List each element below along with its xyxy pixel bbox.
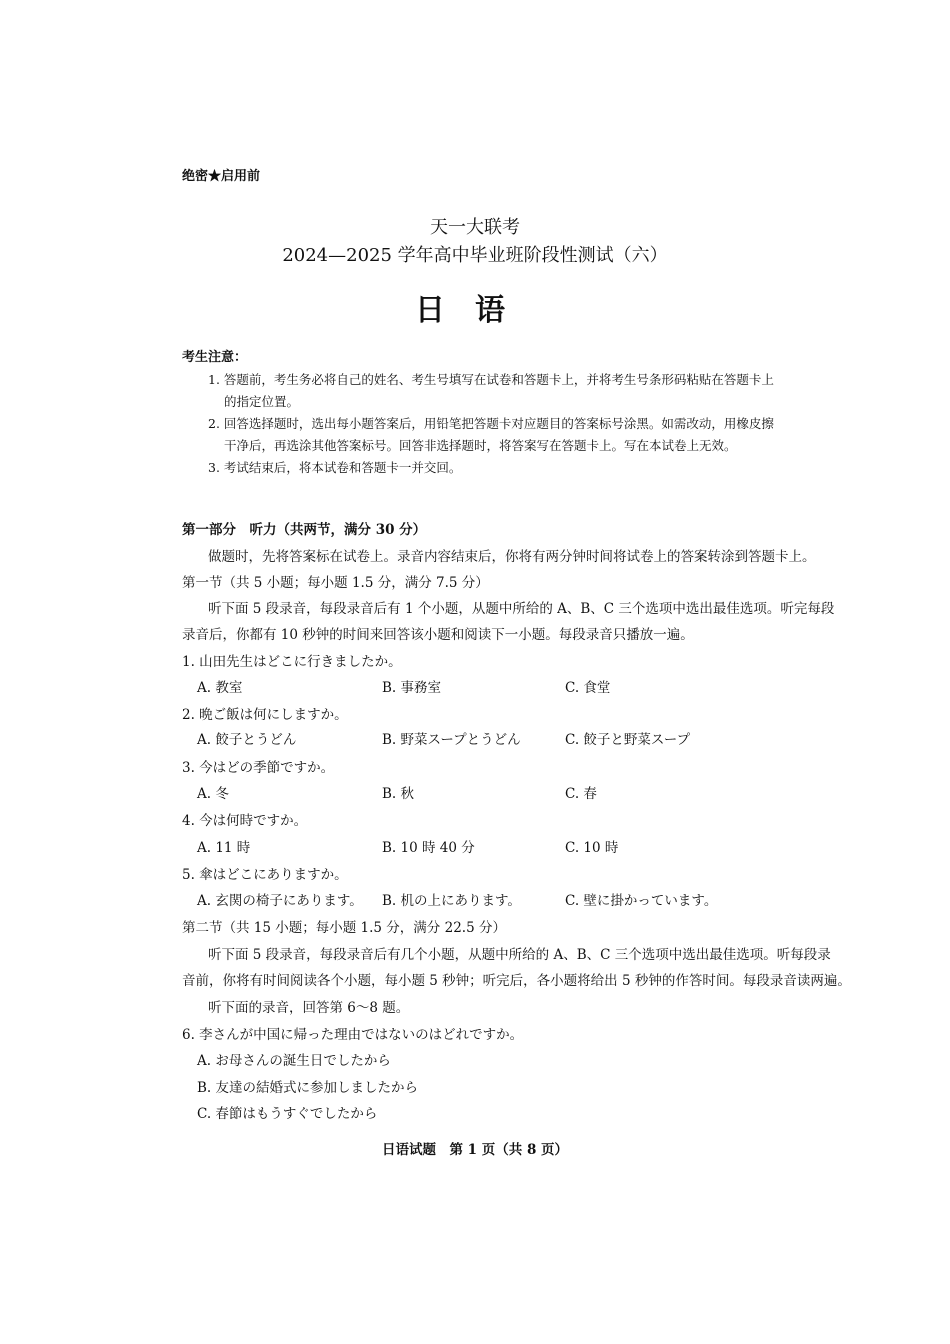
q1-option-a: A. 教室	[197, 680, 243, 696]
q5-option-c: C. 壁に掛かっています。	[565, 893, 718, 909]
part1-heading: 第一部分 听力（共两节，满分 30 分）	[182, 522, 427, 538]
section2-heading: 第二节（共 15 小题；每小题 1.5 分，满分 22.5 分）	[182, 920, 506, 936]
section1-instruction-cont: 录音后，你都有 10 秒钟的时间来回答该小题和阅读下一小题。每段录音只播放一遍。	[182, 627, 694, 643]
notice-heading: 考生注意：	[182, 350, 248, 365]
q6-option-b: B. 友達の結婚式に参加しましたから	[197, 1080, 419, 1096]
question-5: 5. 傘はどこにありますか。	[182, 867, 348, 883]
exam-organizer-title: 天一大联考	[430, 217, 520, 238]
q2-option-b: B. 野菜スープとうどん	[382, 732, 521, 748]
notice-line-5: 3. 考试结束后，将本试卷和答题卡一并交回。	[208, 460, 462, 475]
q5-option-b: B. 机の上にあります。	[382, 893, 521, 909]
part1-intro: 做题时，先将答案标在试卷上。录音内容结束后，你将有两分钟时间将试卷上的答案转涂到答题卡上。	[208, 549, 816, 565]
q2-option-a: A. 餃子とうどん	[197, 732, 297, 748]
q3-option-c: C. 春	[565, 786, 597, 802]
q6-option-a: A. お母さんの誕生日でしたから	[197, 1053, 391, 1069]
q4-option-b: B. 10 時 40 分	[382, 840, 475, 856]
question-6: 6. 李さんが中国に帰った理由ではないのはどれですか。	[182, 1027, 524, 1043]
question-3: 3. 今はどの季節ですか。	[182, 760, 335, 776]
exam-title: 2024—2025 学年高中毕业班阶段性测试（六）	[282, 245, 668, 266]
section1-heading: 第一节（共 5 小题；每小题 1.5 分，满分 7.5 分）	[182, 575, 489, 591]
q4-option-a: A. 11 時	[197, 840, 251, 856]
question-1: 1. 山田先生はどこに行きましたか。	[182, 654, 402, 670]
q2-option-c: C. 餃子と野菜スープ	[565, 732, 691, 748]
section2-instruction-cont: 音前，你将有时间阅读各个小题，每小题 5 秒钟；听完后，各小题将给出 5 秒钟的作答时间。每段录音读两遍。	[182, 973, 851, 989]
section2-listen-prompt: 听下面的录音，回答第 6～8 题。	[208, 1000, 410, 1016]
q3-option-b: B. 秋	[382, 786, 415, 802]
subject-title: 日语	[415, 293, 535, 328]
q6-option-c: C. 春節はもうすぐでしたから	[197, 1106, 378, 1122]
question-2: 2. 晩ご飯は何にしますか。	[182, 707, 348, 723]
q4-option-c: C. 10 時	[565, 840, 619, 856]
q3-option-a: A. 冬	[197, 786, 229, 802]
question-4: 4. 今は何時ですか。	[182, 813, 308, 829]
notice-line-2: 的指定位置。	[224, 394, 300, 409]
q1-option-b: B. 事務室	[382, 680, 442, 696]
confidential-label: 绝密★启用前	[182, 169, 261, 184]
section2-instruction: 听下面 5 段录音，每段录音后有几个小题，从题中所给的 A、B、C 三个选项中选出最佳选项。听每段录	[208, 947, 831, 963]
q1-option-c: C. 食堂	[565, 680, 611, 696]
page-footer: 日语试题 第 1 页（共 8 页）	[381, 1142, 569, 1158]
notice-line-1: 1. 答题前，考生务必将自己的姓名、考生号填写在试卷和答题卡上，并将考生号条形码粘贴在答题卡上	[208, 372, 774, 387]
q5-option-a: A. 玄関の椅子にあります。	[197, 893, 363, 909]
section1-instruction: 听下面 5 段录音，每段录音后有 1 个小题，从题中所给的 A、B、C 三个选项中选出最佳选项。听完每段	[208, 601, 835, 617]
notice-line-4: 干净后，再选涂其他答案标号。回答非选择题时，将答案写在答题卡上。写在本试卷上无效。	[224, 438, 737, 453]
notice-line-3: 2. 回答选择题时，选出每小题答案后，用铅笔把答题卡对应题目的答案标号涂黑。如需改动，用橡皮擦	[208, 416, 774, 431]
